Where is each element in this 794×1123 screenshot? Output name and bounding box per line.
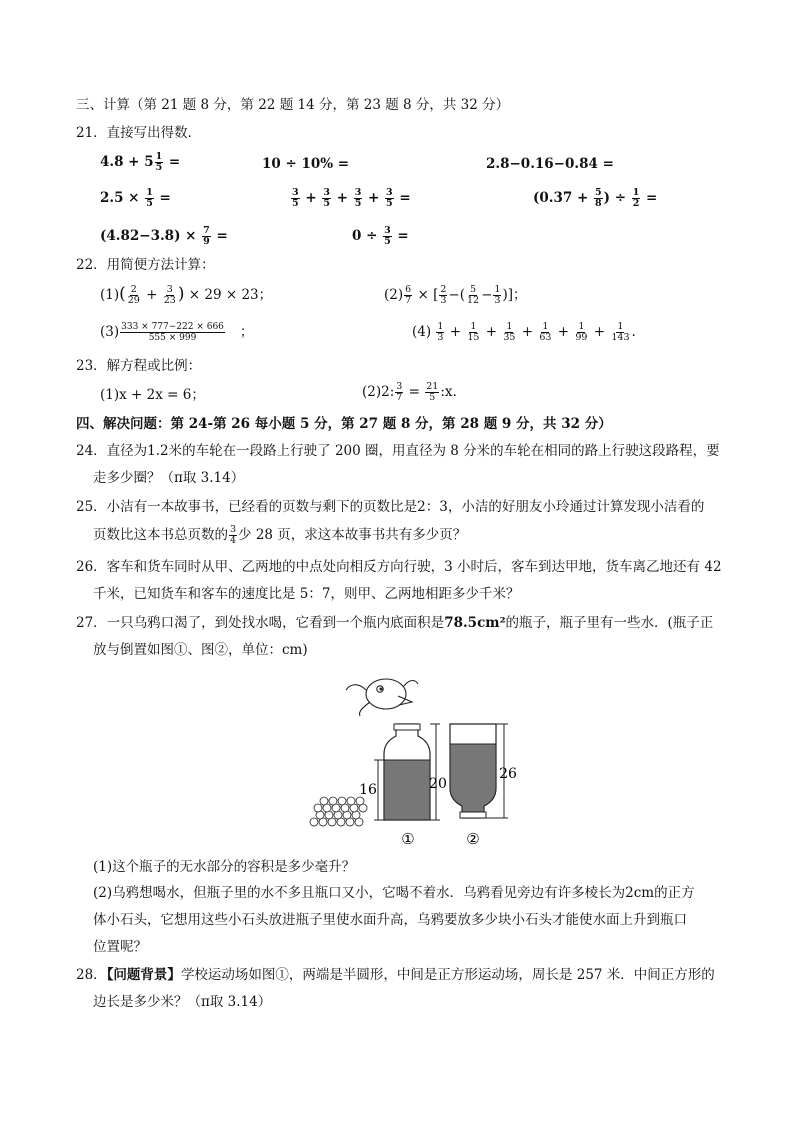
q23-e1: (1)x + 2x = 6； [100,387,205,403]
q23-title: 23．解方程或比例： [76,358,202,374]
q21-r2a: 2.5 × $\frac{1}{5}$ = [100,187,171,209]
q22-p3: (3) $\frac{333 \times 777-222 \times 666}{555 \times 999}$ ； [100,322,254,343]
bottle-figure [300,672,540,852]
dim-20: 20 [429,776,447,792]
q27-line2: 放与倒置如图①、图②，单位：cm) [93,642,308,658]
pebble [329,797,337,805]
dim-26: 26 [499,766,517,782]
section-3-title: 三、计算（第 21 题 8 分，第 22 题 14 分，第 23 题 8 分，共 32 分） [76,97,510,113]
q21-r1b: 10 ÷ 10% = [262,156,350,172]
q21-r3b: 0 ÷ $\frac{3}{5}$ = [352,225,409,247]
q27-sub2-line2: 体小石头，它想用这些小石头放进瓶子里使水面升高，乌鸦要放多少块小石头才能使水面上升到瓶口 [93,912,687,928]
label-2: ② [466,830,480,848]
bottle-upright [359,724,447,848]
q22-p4: (4) $\frac{1}{3}$ + $\frac{1}{15}$ + $\frac{1}{35}$ + $\frac{1}{63}$ + $\frac{1}{99}$ + $\frac{1}{143}$ . [412,321,636,343]
q24-line1: 24．直径为1.2米的车轮在一段路上行驶了 200 圈，用直径为 8 分米的车轮在相同的路上行驶这段路程，要 [76,443,720,459]
q25-line2: 页数比这本书总页数的 $\frac{3}{4}$ 少 28 页，求这本故事书共有多少页？ [93,524,467,546]
q28-line2: 边长是多少米？（π取 3.14） [93,994,272,1010]
section-4-title: 四、解决问题：第 24-第 26 每小题 5 分，第 27 题 8 分，第 28 题 9 分，共 32 分） [76,416,612,432]
crow-icon [346,679,418,716]
q21-r1c: 2.8−0.16−0.84 = [486,156,614,172]
pebble [320,797,328,805]
label-1: ① [401,830,415,848]
q21-r2c: (0.37 + $\frac{5}{8}$ ) ÷ $\frac{1}{2}$ = [533,187,658,209]
pebble [310,818,318,826]
q25-line1: 25．小洁有一本故事书，已经看的页数与剩下的页数比是2：3，小洁的好朋友小玲通过计算发现小洁看的 [76,499,705,515]
q26-line2: 千米，已知货车和客车的速度比是 5：7，则甲、乙两地相距多少千米？ [93,586,520,602]
q27-sub2-line1: (2)乌鸦想喝水，但瓶子里的水不多且瓶口又小，它喝不着水．乌鸦看见旁边有许多棱长为2cm的正方 [93,885,695,901]
pebble [338,797,346,805]
pebble [347,797,355,805]
q24-line2: 走多少圈？（π取 3.14） [93,470,245,486]
dim-16: 16 [359,782,377,798]
q26-line1: 26．客车和货车同时从甲、乙两地的中点处向相反方向行驶，3 小时后，客车到达甲地，货车离乙地还有 42 [76,559,722,575]
q27-sub1: (1)这个瓶子的无水部分的容积是多少毫升？ [93,859,356,875]
pebble [314,804,322,812]
q27-sub2-line3: 位置呢？ [93,939,147,955]
q21-r2b: $\frac{3}{5}$ + $\frac{3}{5}$ + $\frac{3}{5}$ + $\frac{3}{5}$ = [292,187,411,209]
q23-e2: (2)2: $\frac{3}{7}$ = $\frac{21}{5}$ :x. [362,381,457,403]
q22-p1: (1)( $\frac{2}{29}$ + $\frac{3}{23}$ ) × 29 × 23； [100,284,273,306]
q22-title: 22．用简便方法计算： [76,257,215,273]
q21-r1a: 4.8 + 5 $\frac{1}{5}$ = [100,151,181,173]
q21-r3a: (4.82−3.8) × $\frac{7}{9}$ = [100,225,228,247]
q28-line1: 28．【问题背景】学校运动场如图①，两端是半圆形，中间是正方形运动场，周长是 257 米．中间正方形的 [76,967,715,983]
pebble [356,797,364,805]
q21-title: 21．直接写出得数． [76,125,202,141]
q22-p2: (2) $\frac{6}{7}$ × [ $\frac{2}{3}$ −( $\frac{5}{12}$ − $\frac{1}{3}$ )]； [384,284,527,306]
q27-line1: 27．一只乌鸦口渴了，到处找水喝，它看到一个瓶内底面积是78.5cm²的瓶子，瓶子里有一些水．(瓶子正 [76,615,714,631]
bottle-inverted [450,724,517,848]
pebbles [310,797,367,826]
